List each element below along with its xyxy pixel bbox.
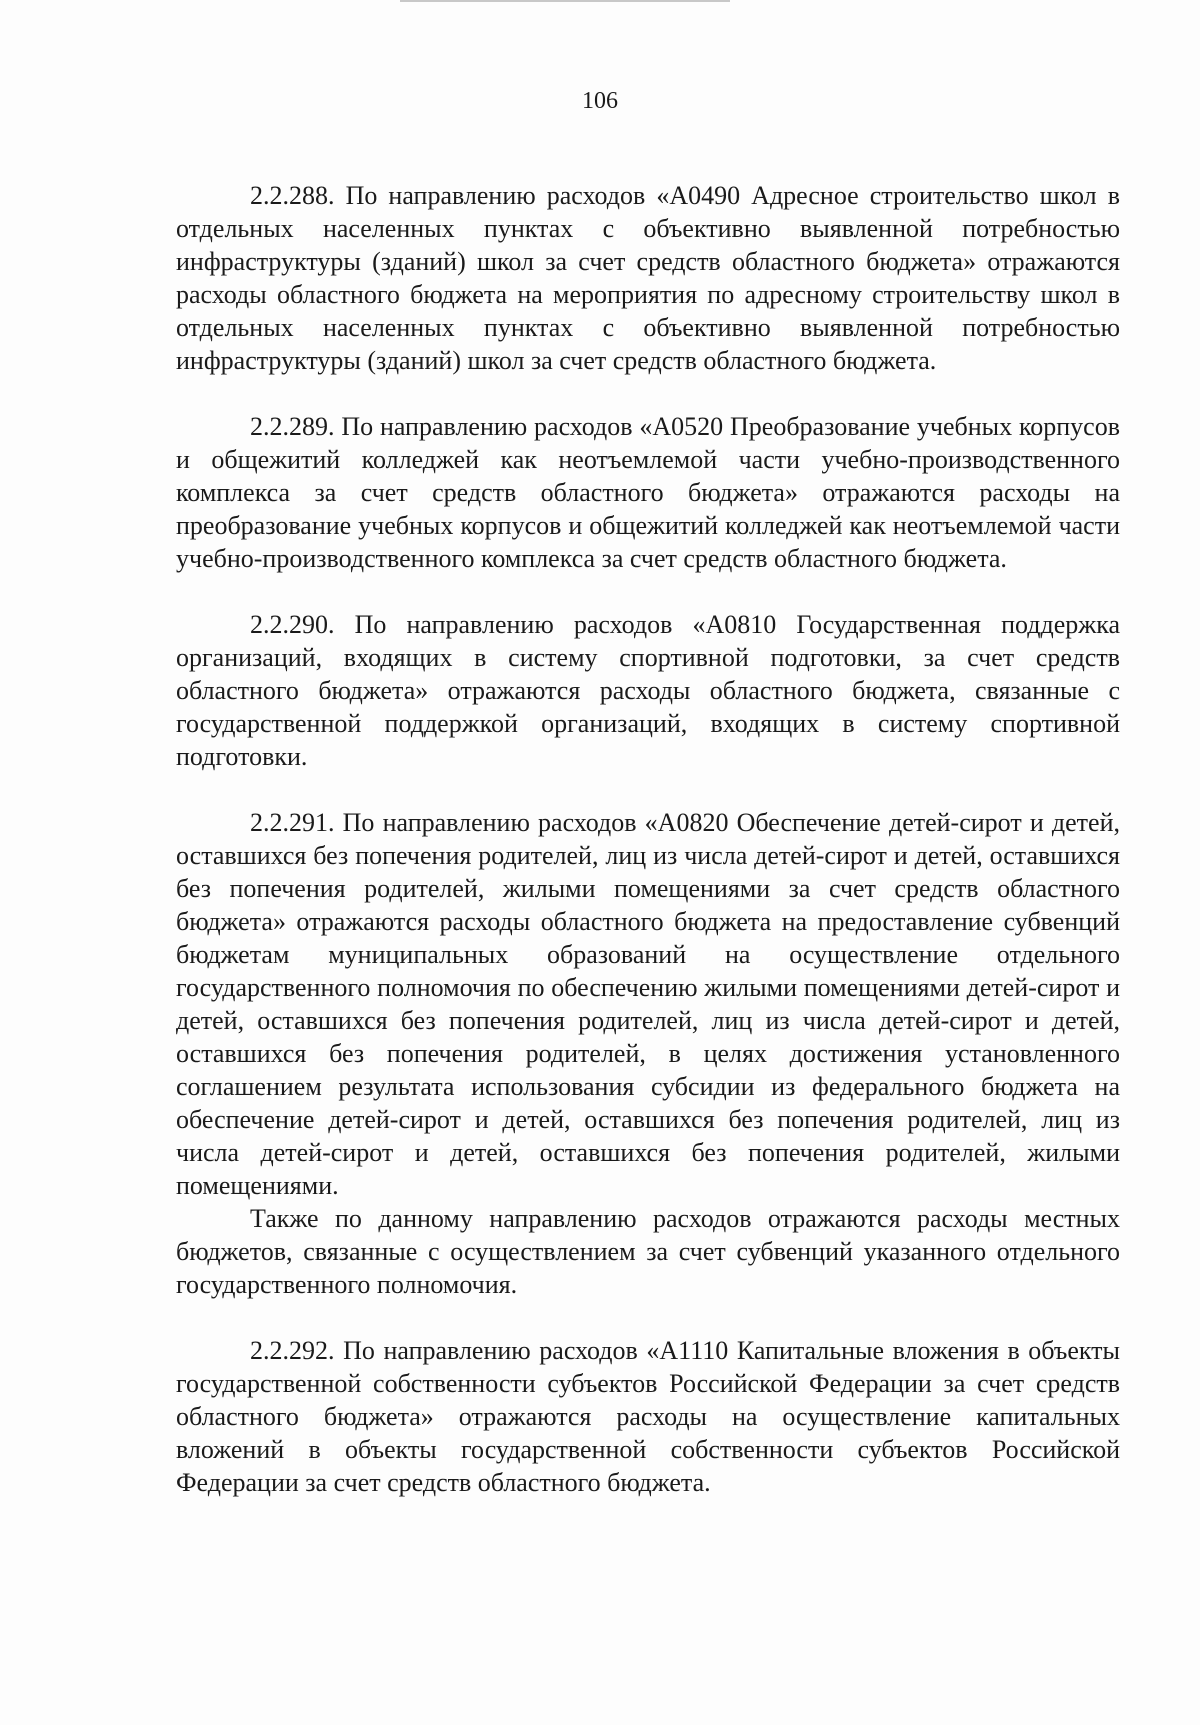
page-number: 106 bbox=[582, 88, 618, 114]
paragraph-2-2-291: 2.2.291. По направлению расходов «А0820 Обеспечение детей-сирот и детей, оставшихся без попечения родителей, лиц из числа детей-сирот и детей, оставшихся без попечения родителей, жилыми помещениями за счет средств областного бюджета» отражаются расходы областного бюджета на предоставление субвенций бюджетам муниципальных образований на осуществление отдельного государственного полномочия по обеспечению жилыми помещениями детей-сирот и детей, оставшихся без попечения родителей, лиц из числа детей-сирот и детей, оставшихся без попечения родителей, в целях достижения установленного соглашением результата использования субсидии из федерального бюджета на обеспечение детей-сирот и детей, оставшихся без попечения родителей, лиц из числа детей-сирот и детей, оставшихся без попечения родителей, жилыми помещениями. bbox=[176, 808, 1120, 1200]
paragraph-2-2-288: 2.2.288. По направлению расходов «А0490 Адресное строительство школ в отдельных населенных пунктах с объективно выявленной потребностью инфраструктуры (зданий) школ за счет средств областного бюджета» отражаются расходы областного бюджета на мероприятия по адресному строительству школ в отдельных населенных пунктах с объективно выявленной потребностью инфраструктуры (зданий) школ за счет средств областного бюджета. bbox=[176, 181, 1120, 375]
paragraph-2-2-289: 2.2.289. По направлению расходов «А0520 Преобразование учебных корпусов и общежитий колледжей как неотъемлемой части учебно-производственного комплекса за счет средств областного бюджета» отражаются расходы на преобразование учебных корпусов и общежитий колледжей как неотъемлемой части учебно-производственного комплекса за счет средств областного бюджета. bbox=[176, 412, 1120, 573]
scan-top-edge bbox=[400, 0, 730, 2]
document-body bbox=[176, 179, 1120, 1499]
paragraph-2-2-290: 2.2.290. По направлению расходов «А0810 Государственная поддержка организаций, входящих в систему спортивной подготовки, за счет средств областного бюджета» отражаются расходы областного бюджета, связанные с государственной поддержкой организаций, входящих в систему спортивной подготовки. bbox=[176, 610, 1120, 771]
paragraph-2-2-291-continuation: Также по данному направлению расходов отражаются расходы местных бюджетов, связанные с осуществлением за счет субвенций указанного отдельного государственного полномочия. bbox=[176, 1204, 1120, 1299]
paragraph-2-2-292: 2.2.292. По направлению расходов «А1110 Капитальные вложения в объекты государственной собственности субъектов Российской Федерации за счет средств областного бюджета» отражаются расходы на осуществление капитальных вложений в объекты государственной собственности субъектов Российской Федерации за счет средств областного бюджета. bbox=[176, 1336, 1120, 1497]
